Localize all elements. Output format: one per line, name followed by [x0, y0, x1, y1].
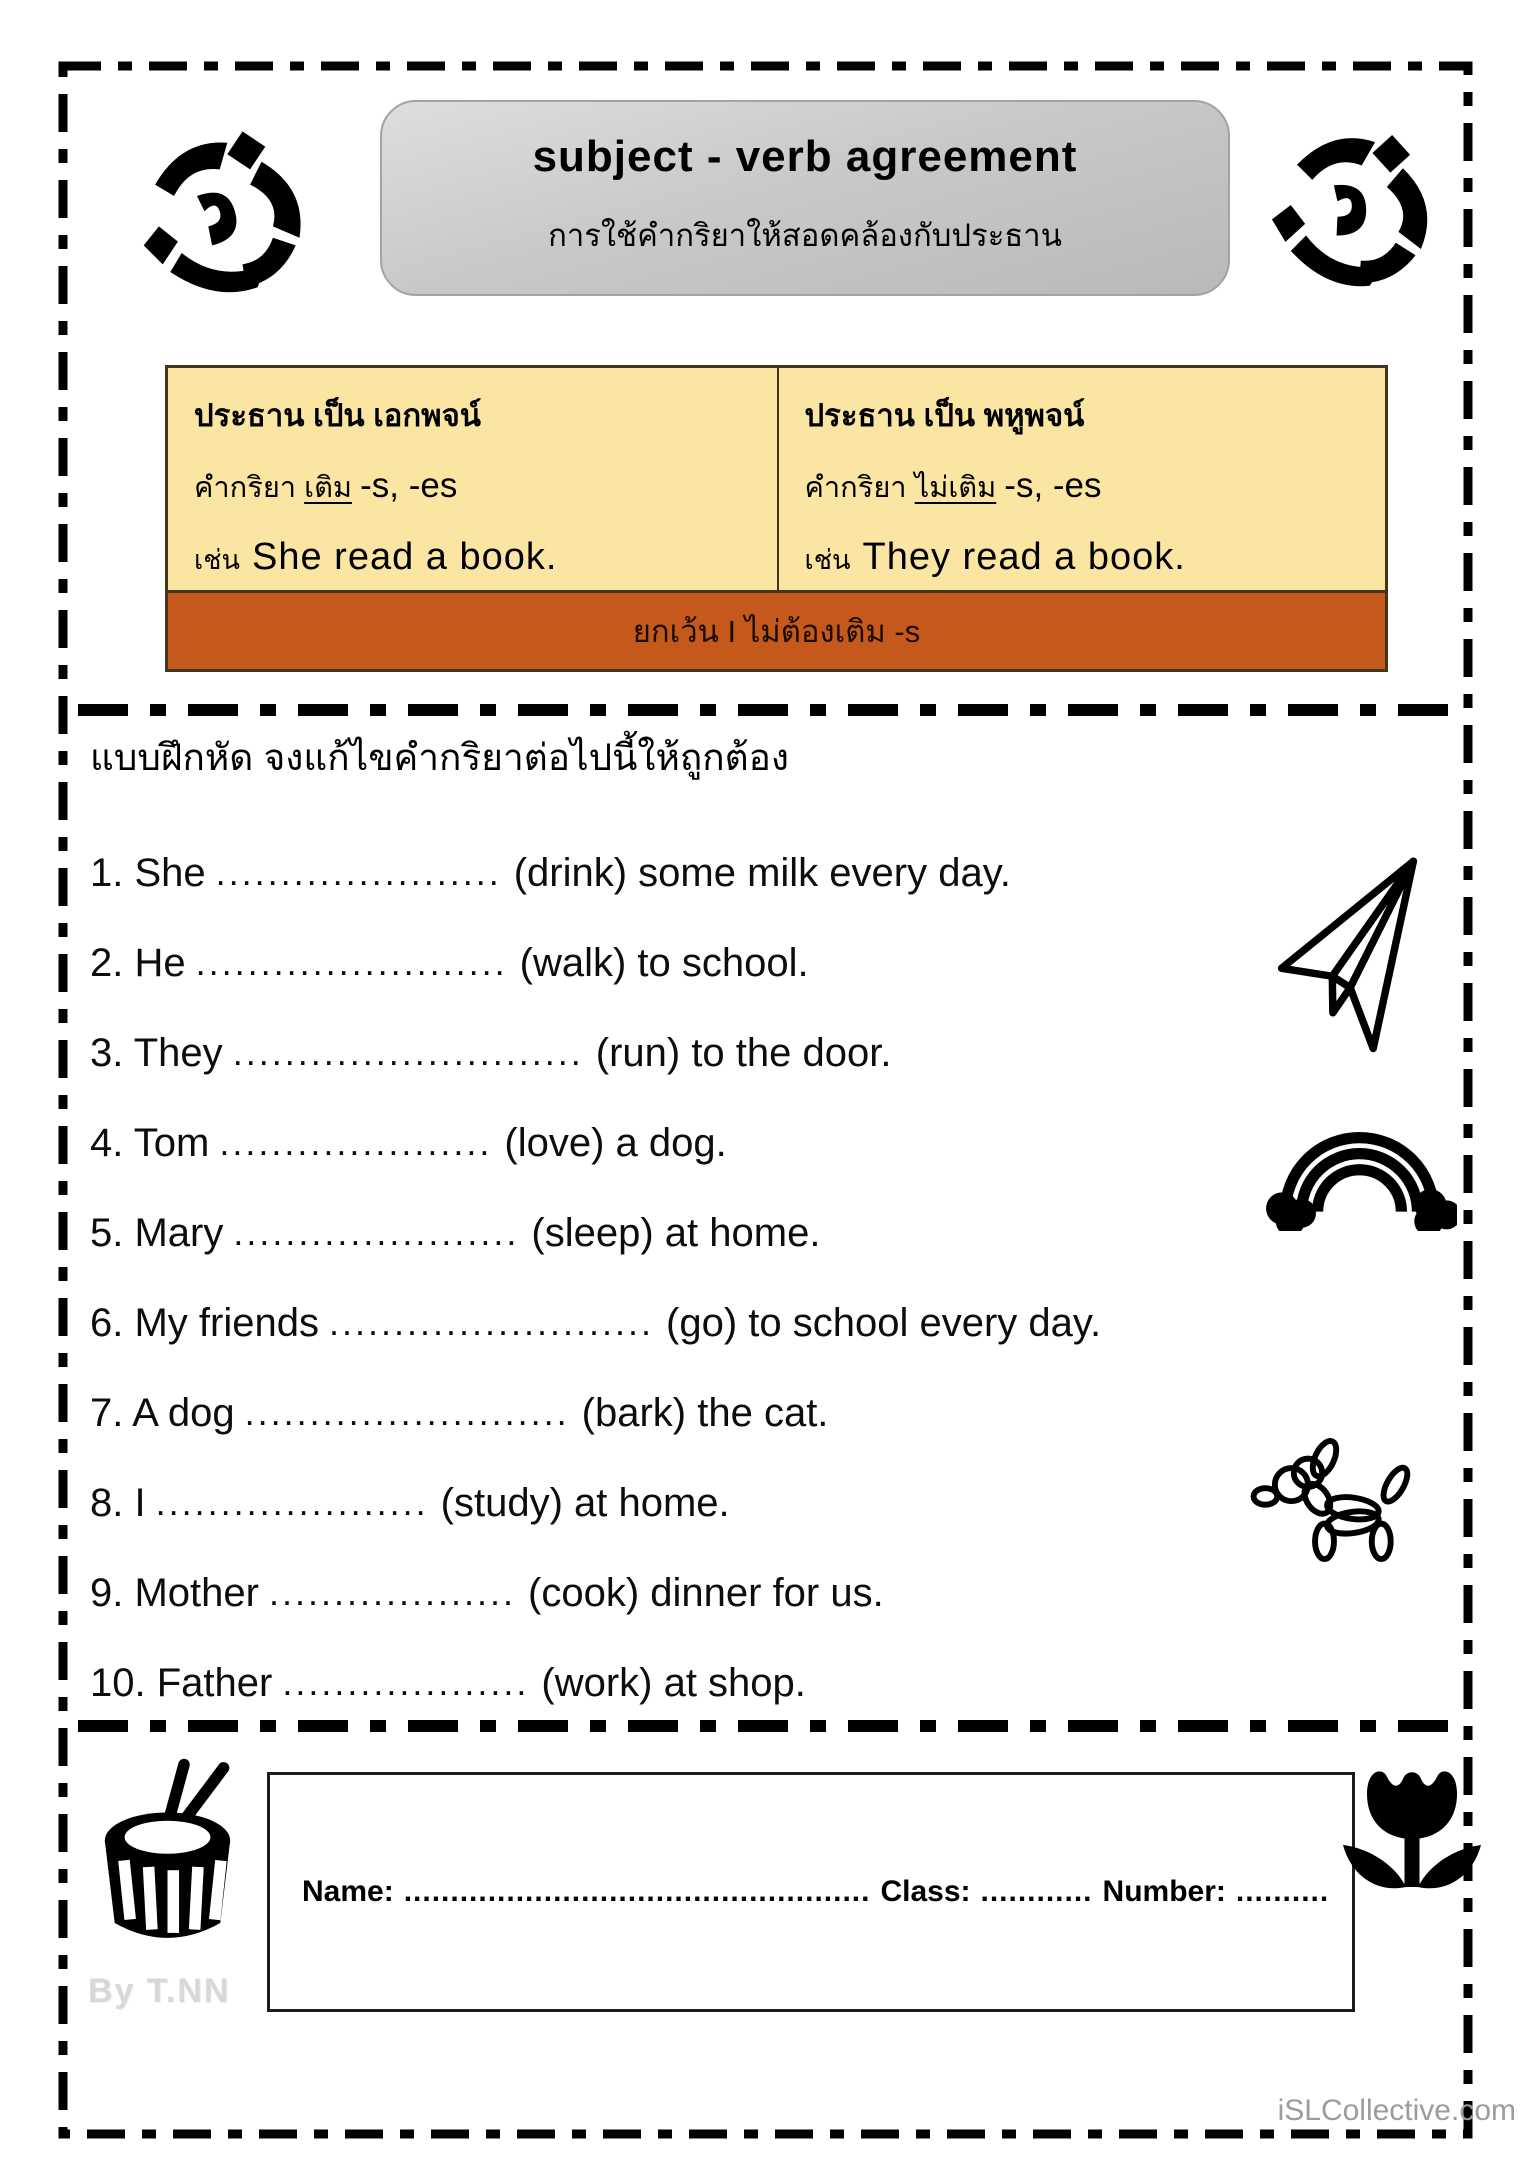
rule-prefix: คำกริยา: [194, 472, 297, 504]
rules-row: [168, 368, 1385, 590]
item-verb-phrase: (sleep) at home.: [531, 1210, 821, 1255]
number-label: Number:: [1102, 1875, 1226, 1908]
answer-blank: .........................: [328, 1302, 655, 1343]
example-prefix: เช่น: [194, 545, 241, 575]
example-sentence: She read a book.: [252, 536, 558, 578]
plural-rule-cell: [777, 368, 1386, 590]
rule-suffix: -s, -es: [1004, 466, 1102, 505]
answer-blank: ......................: [215, 852, 502, 893]
item-verb-phrase: (run) to the door.: [595, 1030, 892, 1075]
rule-underlined-word: ไม่เติม: [914, 472, 997, 504]
item-subject: 8. I: [90, 1480, 146, 1525]
tulip-icon: [1336, 1752, 1488, 1917]
item-verb-phrase: (study) at home.: [440, 1480, 730, 1525]
answer-blank: .........................: [244, 1392, 570, 1433]
item-subject: 3. They: [90, 1030, 223, 1075]
item-verb-phrase: (drink) some milk every day.: [513, 850, 1011, 895]
number-blank: ..........: [1235, 1875, 1330, 1908]
item-verb-phrase: (love) a dog.: [504, 1120, 727, 1165]
name-label: Name:: [302, 1875, 394, 1908]
title-box: [380, 100, 1230, 296]
worksheet-subtitle-thai: การใช้คำกริยาให้สอดคล้องกับประธาน: [548, 218, 1062, 253]
answer-blank: ...................: [268, 1572, 517, 1613]
rainbow-icon: [1262, 1086, 1457, 1231]
item-verb-phrase: (cook) dinner for us.: [528, 1570, 884, 1615]
name-box: [267, 1772, 1355, 2012]
exception-row: ยกเว้น I ไม่ต้องเติม -s: [168, 590, 1385, 669]
rule-prefix: คำกริยา: [804, 472, 907, 504]
exercise-item: [90, 1278, 1470, 1368]
answer-blank: .....................: [155, 1482, 429, 1523]
rules-table: [165, 365, 1388, 672]
name-blank: ..................................................: [403, 1875, 871, 1908]
singular-rule: [194, 464, 753, 510]
item-subject: 10. Father: [90, 1660, 273, 1705]
item-subject: 5. Mary: [90, 1210, 224, 1255]
rule-suffix: -s, -es: [360, 466, 458, 505]
item-verb-phrase: (bark) the cat.: [581, 1390, 829, 1435]
plural-heading: ประธาน เป็น พหูพจน์: [804, 398, 1085, 433]
watermark: iSLCollective.com: [1277, 2094, 1516, 2127]
paper-plane-icon: [1244, 845, 1460, 1079]
class-blank: ............: [980, 1875, 1093, 1908]
abstract-ball-icon: [126, 120, 321, 310]
item-subject: 1. She: [90, 850, 206, 895]
answer-blank: ........................: [195, 942, 508, 983]
rule-underlined-word: เติม: [304, 472, 353, 504]
example-sentence: They read a book.: [862, 536, 1186, 578]
example-prefix: เช่น: [804, 545, 851, 575]
byline: By T.NN: [88, 1972, 231, 2010]
item-verb-phrase: (go) to school every day.: [666, 1300, 1102, 1345]
balloon-dog-icon: [1245, 1435, 1430, 1565]
worksheet-title: subject - verb agreement: [532, 132, 1078, 181]
singular-example: [194, 536, 753, 581]
item-verb-phrase: (walk) to school.: [519, 940, 809, 985]
answer-blank: ...................: [282, 1662, 530, 1703]
drum-icon: [85, 1742, 250, 1972]
item-subject: 2. He: [90, 940, 186, 985]
singular-rule-cell: [168, 368, 777, 590]
plural-example: [805, 536, 1362, 581]
abstract-ball-icon: [1241, 93, 1468, 327]
item-subject: 4. Tom: [90, 1120, 210, 1165]
plural-rule: [805, 464, 1362, 510]
item-subject: 7. A dog: [90, 1390, 235, 1435]
exercise-item: [90, 1638, 1470, 1728]
item-subject: 6. My friends: [90, 1300, 319, 1345]
singular-heading: ประธาน เป็น เอกพจน์: [194, 398, 481, 433]
item-subject: 9. Mother: [90, 1570, 259, 1615]
answer-blank: .....................: [219, 1122, 493, 1163]
item-verb-phrase: (work) at shop.: [541, 1660, 806, 1705]
class-label: Class:: [880, 1875, 971, 1908]
exercise-instructions: แบบฝึกหัด จงแก้ไขคำกริยาต่อไปนี้ให้ถูกต้อง: [90, 737, 789, 778]
answer-blank: ...........................: [232, 1032, 584, 1073]
answer-blank: ......................: [233, 1212, 520, 1253]
